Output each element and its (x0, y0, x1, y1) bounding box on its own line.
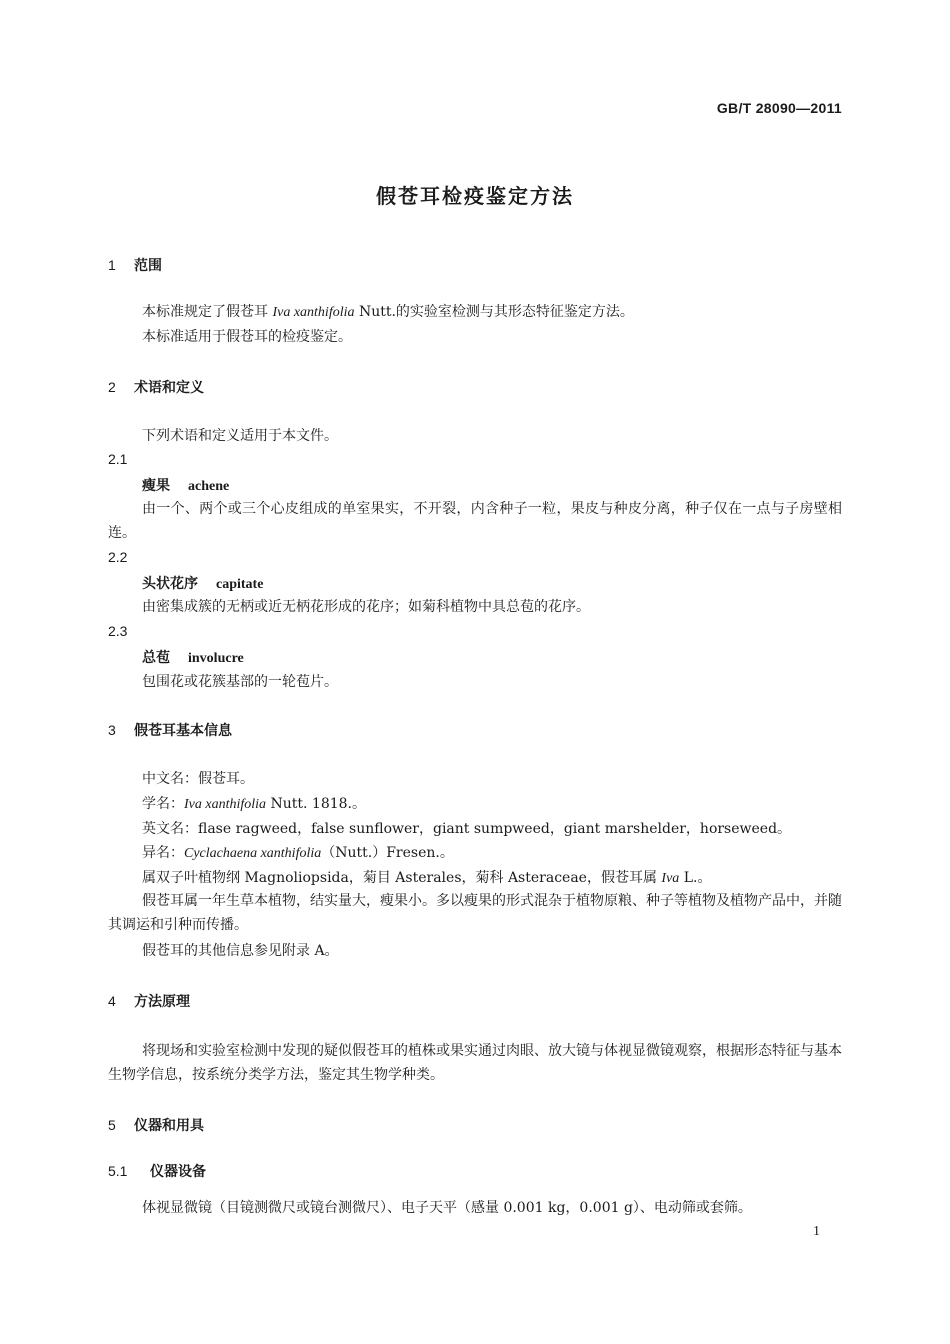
english-name-line: 英文名：flase ragweed，false sunflower，giant sumpweed，giant marshelder，horseweed。 (142, 821, 792, 837)
section-title: 假苍耳基本信息 (134, 723, 232, 739)
term-heading-achene (142, 475, 229, 495)
term-number: 2.1 (108, 451, 128, 467)
text-run: 属双子叶植物纲 Magnoliopsida，菊目 Asterales，菊科 Asteraceae，假苍耳属 (142, 870, 662, 886)
text-run: L.。 (679, 870, 712, 886)
chinese-name: 中文名：假苍耳。 (142, 771, 254, 787)
term-english: achene (188, 479, 230, 494)
section-1-heading (108, 255, 162, 275)
section-3-heading (108, 720, 232, 740)
text-run: Nutt. 1818.。 (266, 796, 366, 812)
document-title: 假苍耳检疫鉴定方法 (376, 184, 574, 208)
term-english: capitate (216, 577, 264, 592)
section-2-heading (108, 377, 204, 397)
text-run: 本标准规定了假苍耳 (142, 304, 273, 320)
section-5-heading (108, 1115, 204, 1135)
term-chinese: 瘦果 (142, 478, 170, 494)
text-run: 异名： (142, 845, 184, 861)
section-title: 术语和定义 (134, 380, 204, 396)
genus-name: Iva (661, 871, 680, 886)
text-run: Nutt.的实验室检测与其形态特征鉴定方法。 (354, 304, 634, 320)
section-title: 范围 (134, 258, 162, 274)
subsection-number: 5.1 (108, 1163, 128, 1179)
section-number: 3 (108, 722, 116, 738)
taxonomy-line (142, 866, 712, 891)
terms-intro: 下列术语和定义适用于本文件。 (142, 428, 338, 444)
term-number: 2.2 (108, 549, 128, 565)
scope-paragraph-1 (142, 300, 634, 325)
text-run: （Nutt.）Fresen.。 (321, 845, 454, 861)
term-heading-capitate (142, 573, 263, 593)
equipment-paragraph: 体视显微镜（目镜测微尺或镜台测微尺）、电子天平（感量 0.001 kg，0.001 g）、电动筛或套筛。 (142, 1200, 752, 1216)
synonym-name: Cyclachaena xanthifolia (184, 846, 322, 861)
scope-paragraph-2: 本标准适用于假苍耳的检疫鉴定。 (142, 329, 352, 345)
section-number: 1 (108, 257, 116, 273)
term-definition-capitate: 由密集成簇的无柄或近无柄花形成的花序；如菊科植物中具总苞的花序。 (142, 599, 590, 615)
section-number: 5 (108, 1117, 116, 1133)
description-paragraph: 假苍耳属一年生草本植物，结实量大，瘦果小。多以瘦果的形式混杂于植物原粮、种子等植物及植物产品中，并随其调运和引种而传播。 (108, 893, 842, 933)
term-number: 2.3 (108, 623, 128, 639)
annex-reference: 假苍耳的其他信息参见附录 A。 (142, 943, 339, 959)
subsection-5-1-heading (108, 1161, 206, 1181)
principle-paragraph: 将现场和实验室检测中发现的疑似假苍耳的植株或果实通过肉眼、放大镜与体视显微镜观察，根据形态特征与基本生物学信息，按系统分类学方法，鉴定其生物学种类。 (108, 1043, 842, 1083)
term-definition-achene: 由一个、两个或三个心皮组成的单室果实，不开裂，内含种子一粒，果皮与种皮分离，种子仅在一点与子房壁相连。 (108, 501, 842, 541)
scientific-name: Iva xanthifolia (184, 797, 267, 812)
term-english: involucre (188, 651, 244, 666)
text-run: 学名： (142, 796, 184, 812)
section-4-heading (108, 991, 190, 1011)
section-title: 方法原理 (134, 994, 190, 1010)
section-title: 仪器和用具 (134, 1118, 204, 1134)
synonym-line (142, 841, 454, 866)
page-number: 1 (813, 1224, 820, 1239)
scientific-name-line (142, 792, 366, 817)
subsection-title: 仪器设备 (150, 1164, 206, 1180)
term-definition-involucre: 包围花或花簇基部的一轮苞片。 (142, 674, 338, 690)
section-number: 4 (108, 993, 116, 1009)
term-heading-involucre (142, 647, 244, 667)
section-number: 2 (108, 379, 116, 395)
standard-code: GB/T 28090—2011 (716, 100, 842, 116)
term-chinese: 头状花序 (142, 576, 198, 592)
scientific-name: Iva xanthifolia (272, 305, 355, 320)
term-chinese: 总苞 (142, 650, 170, 666)
